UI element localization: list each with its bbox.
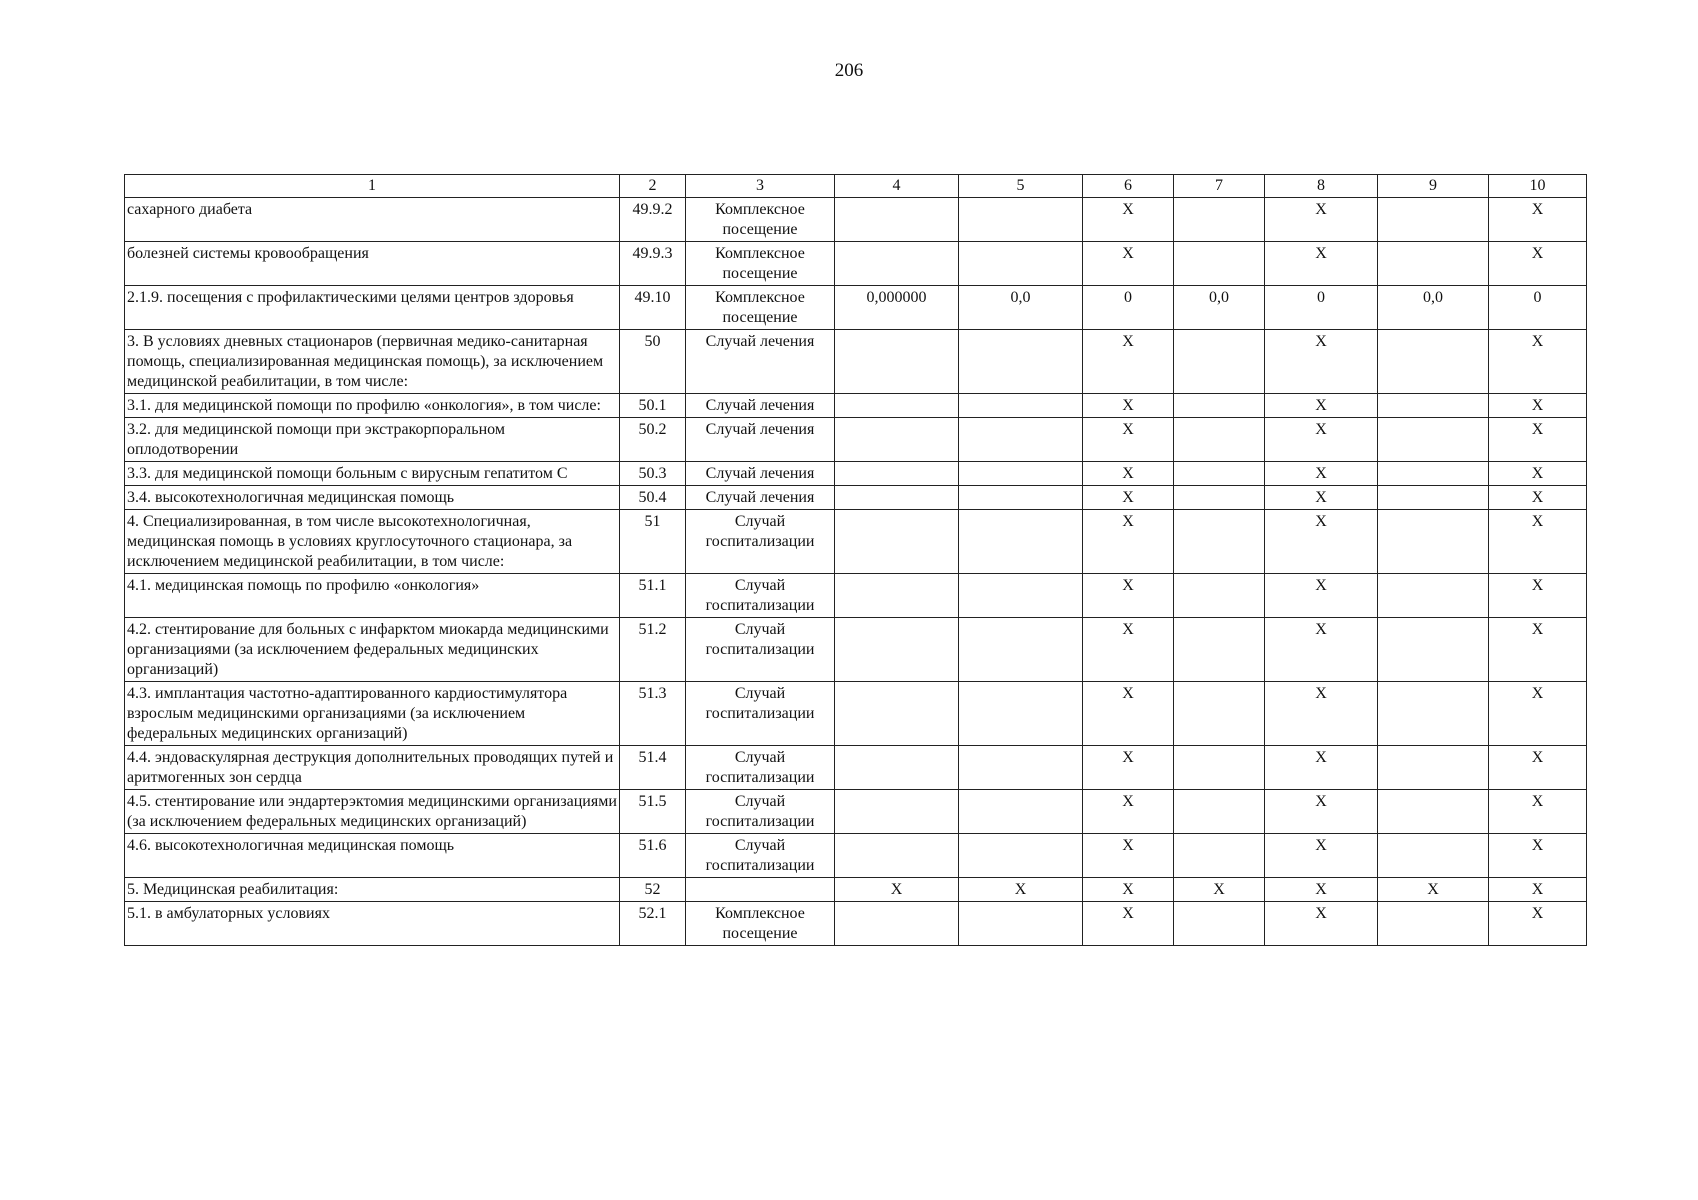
table-cell: 0 (1083, 286, 1174, 330)
table-cell (835, 746, 959, 790)
table-cell: Х (1083, 510, 1174, 574)
table-cell: Х (1265, 198, 1378, 242)
table-cell (835, 394, 959, 418)
table-cell: Случай лечения (686, 418, 835, 462)
table-cell: Х (1265, 394, 1378, 418)
table-cell (959, 746, 1083, 790)
table-cell (959, 486, 1083, 510)
table-cell: Х (1083, 394, 1174, 418)
table-cell: Случай лечения (686, 394, 835, 418)
table-cell (959, 394, 1083, 418)
table-cell (959, 574, 1083, 618)
table-cell: Х (1489, 394, 1587, 418)
table-row (125, 394, 1587, 418)
table-cell: Х (1489, 618, 1587, 682)
table-cell (1174, 618, 1265, 682)
table-cell: Х (1489, 510, 1587, 574)
table-cell: 52.1 (620, 902, 686, 946)
table-cell: Х (1489, 242, 1587, 286)
table-cell: Х (1265, 682, 1378, 746)
table-cell: Х (1083, 746, 1174, 790)
table-cell: 0 (1265, 286, 1378, 330)
row-label-cell: 5.1. в амбулаторных условиях (125, 902, 620, 946)
table-cell (1174, 330, 1265, 394)
table-cell (835, 510, 959, 574)
table-cell (835, 618, 959, 682)
table-cell: Х (1265, 486, 1378, 510)
table-cell: Х (1265, 902, 1378, 946)
table-cell (835, 418, 959, 462)
table-cell: Х (1083, 418, 1174, 462)
row-label-cell: 2.1.9. посещения с профилактическими целями центров здоровья (125, 286, 620, 330)
table-cell: Случай лечения (686, 330, 835, 394)
table-cell: Х (959, 878, 1083, 902)
table-cell: 52 (620, 878, 686, 902)
table-cell: 51.6 (620, 834, 686, 878)
table-row (125, 242, 1587, 286)
table-cell (959, 834, 1083, 878)
table-cell: Х (1083, 790, 1174, 834)
table-cell: 51 (620, 510, 686, 574)
row-label-cell: 3.4. высокотехнологичная медицинская помощь (125, 486, 620, 510)
table-cell: Случай госпитализации (686, 834, 835, 878)
table-cell (1378, 682, 1489, 746)
row-label-cell: 4.5. стентирование или эндартерэктомия медицинскими организациями (за исключением федеральных медицинских организаций) (125, 790, 620, 834)
table-row (125, 462, 1587, 486)
table-cell: Случай лечения (686, 462, 835, 486)
table-cell (1174, 790, 1265, 834)
column-header: 1 (125, 175, 620, 198)
table-cell: 49.10 (620, 286, 686, 330)
table-cell (835, 242, 959, 286)
header-row (125, 175, 1587, 198)
table-cell: Комплексное посещение (686, 902, 835, 946)
table-cell: Х (1265, 618, 1378, 682)
table-cell (1174, 394, 1265, 418)
table-cell: 0,0 (1378, 286, 1489, 330)
table-cell: 50.3 (620, 462, 686, 486)
table-cell: Х (1489, 574, 1587, 618)
table-cell (1378, 510, 1489, 574)
table-cell: Х (1265, 746, 1378, 790)
table-cell: 0,0 (959, 286, 1083, 330)
table-row (125, 618, 1587, 682)
table-cell (835, 790, 959, 834)
table-cell: Случай госпитализации (686, 618, 835, 682)
table-cell: Х (1265, 242, 1378, 286)
table-cell: Х (1265, 790, 1378, 834)
table-cell: Случай госпитализации (686, 790, 835, 834)
table-cell: Х (1083, 902, 1174, 946)
table-cell: Случай госпитализации (686, 746, 835, 790)
row-label-cell: 4.3. имплантация частотно-адаптированного кардиостимулятора взрослым медицинскими организациями (за исключением федеральных медицинских организаций) (125, 682, 620, 746)
table-cell: Х (1489, 682, 1587, 746)
table-cell: 50.2 (620, 418, 686, 462)
table-cell: 50.4 (620, 486, 686, 510)
table-row (125, 330, 1587, 394)
row-label-cell: 3.1. для медицинской помощи по профилю «онкология», в том числе: (125, 394, 620, 418)
table-cell: Х (1083, 618, 1174, 682)
row-label-cell: 4.1. медицинская помощь по профилю «онкология» (125, 574, 620, 618)
table-cell (959, 618, 1083, 682)
table-cell: Х (1489, 330, 1587, 394)
table-cell: Х (1174, 878, 1265, 902)
column-header: 4 (835, 175, 959, 198)
table-cell: Комплексное посещение (686, 286, 835, 330)
table-cell (1378, 574, 1489, 618)
table-cell: Случай госпитализации (686, 682, 835, 746)
row-label-cell: 4.4. эндоваскулярная деструкция дополнительных проводящих путей и аритмогенных зон сердца (125, 746, 620, 790)
table-cell (686, 878, 835, 902)
table-cell: 50.1 (620, 394, 686, 418)
table-row (125, 574, 1587, 618)
table-cell (1174, 198, 1265, 242)
row-label-cell: 5. Медицинская реабилитация: (125, 878, 620, 902)
table-cell (1378, 330, 1489, 394)
table-cell: 51.3 (620, 682, 686, 746)
table-cell: Х (1265, 574, 1378, 618)
table-cell (1174, 486, 1265, 510)
table-row (125, 418, 1587, 462)
table-row (125, 834, 1587, 878)
table-cell (959, 330, 1083, 394)
table-cell: Х (1489, 902, 1587, 946)
table-cell (959, 418, 1083, 462)
table-cell (1378, 902, 1489, 946)
table-cell: Х (1083, 682, 1174, 746)
table-cell (1378, 394, 1489, 418)
table-cell (959, 198, 1083, 242)
row-label-cell: 4.2. стентирование для больных с инфарктом миокарда медицинскими организациями (за исключением федеральных медицинских организаций) (125, 618, 620, 682)
table-cell (959, 510, 1083, 574)
table-cell: Х (1265, 330, 1378, 394)
table-cell: 49.9.3 (620, 242, 686, 286)
table-cell: Х (1265, 418, 1378, 462)
table-cell (1378, 834, 1489, 878)
table-cell: 51.2 (620, 618, 686, 682)
table-row (125, 746, 1587, 790)
table-cell: Х (1083, 574, 1174, 618)
row-label-cell: 3.3. для медицинской помощи больным с вирусным гепатитом С (125, 462, 620, 486)
table-cell: Х (1489, 834, 1587, 878)
row-label-cell: 3.2. для медицинской помощи при экстракорпоральном оплодотворении (125, 418, 620, 462)
row-label-cell: болезней системы кровообращения (125, 242, 620, 286)
table-cell: Х (1083, 198, 1174, 242)
table-cell (1174, 682, 1265, 746)
table-cell: Х (1489, 486, 1587, 510)
table-cell (1174, 902, 1265, 946)
table-cell (1378, 242, 1489, 286)
table-cell: Х (1265, 510, 1378, 574)
table-cell (835, 574, 959, 618)
table-row (125, 286, 1587, 330)
table-cell: Х (1083, 834, 1174, 878)
table-cell: Х (1489, 198, 1587, 242)
table-cell (959, 682, 1083, 746)
table-row (125, 682, 1587, 746)
table-cell: Х (1083, 242, 1174, 286)
table-cell: Комплексное посещение (686, 198, 835, 242)
table-cell: Х (1083, 462, 1174, 486)
table-cell: 0,000000 (835, 286, 959, 330)
table-cell: 51.4 (620, 746, 686, 790)
table-cell: 0 (1489, 286, 1587, 330)
table-cell (959, 462, 1083, 486)
table-cell: Х (1489, 878, 1587, 902)
column-header: 3 (686, 175, 835, 198)
table-cell (1378, 462, 1489, 486)
table-cell: Х (835, 878, 959, 902)
table-cell: Комплексное посещение (686, 242, 835, 286)
table-cell (959, 790, 1083, 834)
table-row (125, 198, 1587, 242)
table-cell (1174, 746, 1265, 790)
table-cell: Х (1378, 878, 1489, 902)
table-cell: 51.1 (620, 574, 686, 618)
table-cell (1174, 510, 1265, 574)
table-cell: Х (1083, 486, 1174, 510)
table-row (125, 878, 1587, 902)
table-cell (959, 242, 1083, 286)
table-cell (1378, 418, 1489, 462)
page-number: 206 (834, 60, 864, 81)
table-row (125, 486, 1587, 510)
table-cell: 51.5 (620, 790, 686, 834)
table-cell: Случай госпитализации (686, 574, 835, 618)
table-cell (1378, 486, 1489, 510)
table-cell: Х (1265, 878, 1378, 902)
column-header: 2 (620, 175, 686, 198)
table-cell: Х (1265, 462, 1378, 486)
table-cell (835, 834, 959, 878)
table-cell (1378, 618, 1489, 682)
table-cell (1174, 574, 1265, 618)
table-cell (959, 902, 1083, 946)
row-label-cell: 4.6. высокотехнологичная медицинская помощь (125, 834, 620, 878)
table-cell: Х (1489, 462, 1587, 486)
table-cell (1174, 834, 1265, 878)
table-cell: 49.9.2 (620, 198, 686, 242)
row-label-cell: сахарного диабета (125, 198, 620, 242)
table-cell: Х (1489, 418, 1587, 462)
table-cell (835, 462, 959, 486)
table-cell (1174, 462, 1265, 486)
table-row (125, 790, 1587, 834)
column-header: 7 (1174, 175, 1265, 198)
table-cell (835, 330, 959, 394)
table-cell (835, 682, 959, 746)
table-cell: Случай лечения (686, 486, 835, 510)
table-cell (835, 486, 959, 510)
table-row (125, 902, 1587, 946)
data-table (124, 174, 1587, 946)
table-cell: Х (1083, 330, 1174, 394)
column-header: 6 (1083, 175, 1174, 198)
column-header: 10 (1489, 175, 1587, 198)
table-cell: 50 (620, 330, 686, 394)
table-cell: Случай госпитализации (686, 510, 835, 574)
table-row (125, 510, 1587, 574)
table-cell: Х (1489, 790, 1587, 834)
table-cell: Х (1083, 878, 1174, 902)
table-cell (835, 198, 959, 242)
table-cell: Х (1265, 834, 1378, 878)
table-cell (1378, 198, 1489, 242)
column-header: 8 (1265, 175, 1378, 198)
column-header: 9 (1378, 175, 1489, 198)
table-cell (1378, 746, 1489, 790)
table-body (125, 198, 1587, 946)
column-header: 5 (959, 175, 1083, 198)
table-cell: 0,0 (1174, 286, 1265, 330)
table-cell: Х (1489, 746, 1587, 790)
table-cell (1378, 790, 1489, 834)
row-label-cell: 4. Специализированная, в том числе высокотехнологичная, медицинская помощь в условиях круглосуточного стационара, за исключением медицинской реабилитации, в том числе: (125, 510, 620, 574)
table-cell (1174, 242, 1265, 286)
table-cell (1174, 418, 1265, 462)
table-cell (835, 902, 959, 946)
row-label-cell: 3. В условиях дневных стационаров (первичная медико-санитарная помощь, специализированная медицинская помощь), за исключением медицинской реабилитации, в том числе: (125, 330, 620, 394)
